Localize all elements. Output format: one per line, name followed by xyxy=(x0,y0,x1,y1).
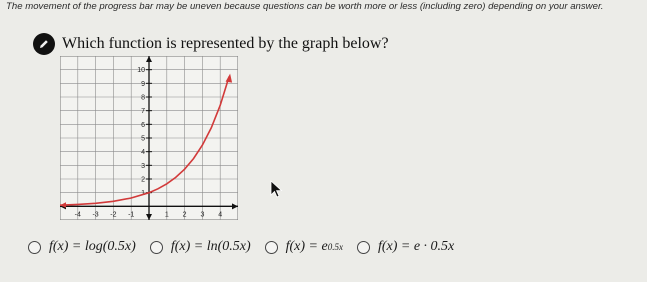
pencil-icon xyxy=(33,33,55,55)
choice-label: f(x) = e · 0.5x xyxy=(377,239,455,254)
y-tick-label: 2 xyxy=(141,176,145,184)
radio-button[interactable] xyxy=(28,241,41,254)
x-tick-label: 3 xyxy=(200,211,205,219)
y-tick-label: 10 xyxy=(137,67,145,75)
y-tick-label: 7 xyxy=(141,108,145,116)
choice-label: f(x) = ln(0.5x) xyxy=(170,239,251,254)
radio-button[interactable] xyxy=(150,241,163,254)
y-tick-label: 6 xyxy=(141,121,145,129)
choice-label: f(x) = e xyxy=(285,239,328,254)
x-tick-label: 4 xyxy=(218,211,223,219)
y-tick-label: 3 xyxy=(141,162,145,170)
y-tick-label: 8 xyxy=(141,94,145,102)
graph-svg xyxy=(60,56,238,220)
question-header xyxy=(33,30,389,58)
answer-choices xyxy=(28,236,454,258)
choice-exp[interactable] xyxy=(265,239,343,255)
cursor-icon xyxy=(270,180,284,203)
y-tick-label: 4 xyxy=(141,149,145,157)
y-tick-label: 1 xyxy=(141,190,145,198)
radio-button[interactable] xyxy=(265,241,278,254)
x-tick-label: 1 xyxy=(164,211,169,219)
choice-label: f(x) = log(0.5x) xyxy=(49,239,136,254)
function-graph xyxy=(60,56,238,220)
question-text: Which function is represented by the graph below? xyxy=(62,35,389,52)
choice-product[interactable] xyxy=(357,239,454,255)
radio-button[interactable] xyxy=(357,241,370,254)
progress-notice: The movement of the progress bar may be uneven because questions can be worth more or less (including zero) depending on your answer. xyxy=(6,1,604,12)
x-tick-label: -3 xyxy=(92,211,99,219)
y-tick-label: 9 xyxy=(141,80,145,88)
choice-log[interactable] xyxy=(28,239,136,255)
x-tick-label: -1 xyxy=(128,211,135,219)
choice-exponent: 0.5x xyxy=(327,242,343,252)
choice-ln[interactable] xyxy=(150,239,251,255)
x-tick-label: 2 xyxy=(182,211,187,219)
y-tick-label: 5 xyxy=(141,135,145,143)
x-tick-label: -4 xyxy=(74,211,81,219)
x-tick-label: -2 xyxy=(110,211,117,219)
